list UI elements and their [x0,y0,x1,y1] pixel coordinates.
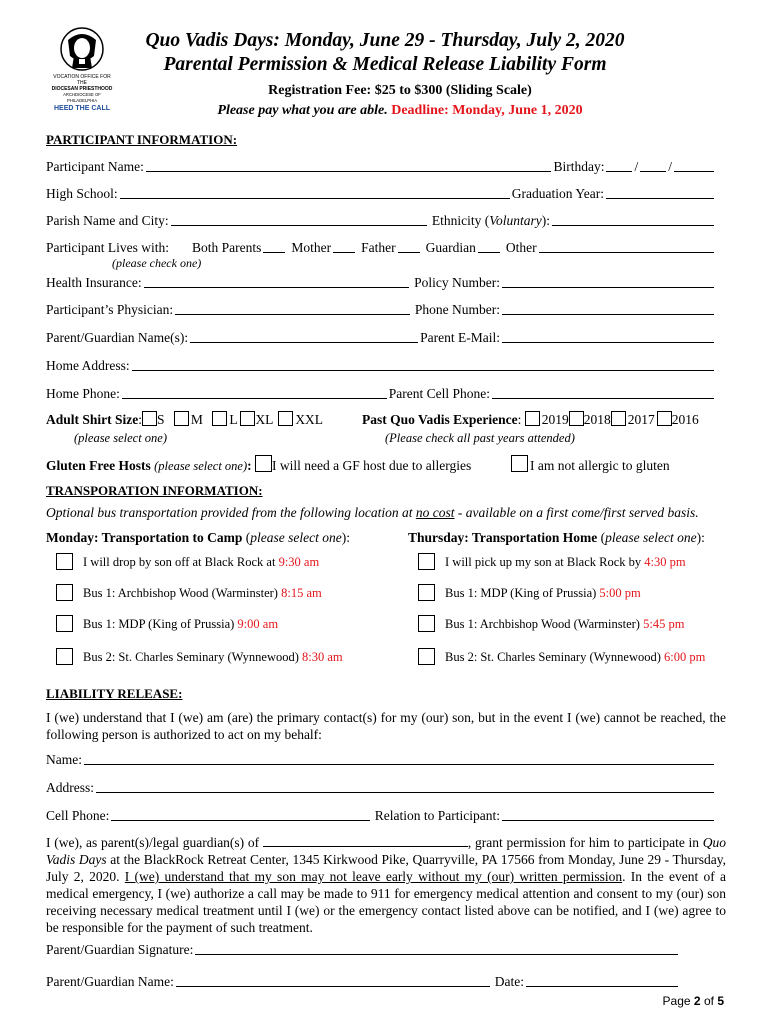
contact-address-field[interactable] [96,792,714,793]
parent-cell-field[interactable] [492,398,714,399]
logo-org-line1: VOCATION OFFICE FOR THE [53,74,111,86]
gluten-label: Gluten Free Hosts [46,458,151,473]
permission-paragraph: I (we), as parent(s)/legal guardian(s) of , grant permission for him to participate in Quo Vadis Days at the BlackRock Retreat Center, 1345 Kirkwood Pike, Quarryville, PA 17566 from Monday, June 29 - Thursday, July 2, 2020. I (we) understand that my son may not leave early without my (our) written permission. In the event of a medical emergency, I (we) authorize a call may be made to 911 for emergency medical attention and consent to my (our) son receiving necessary medical treatment until I (we) or the emergency contact listed above can be notified, and I (we) agree to be responsible for the payment of such treatment. [46,835,727,935]
logo-org-line2: DIOCESAN PRIESTHOOD [51,86,113,92]
home-address-row [46,356,716,374]
contact-cell-label: Cell Phone: [46,808,110,823]
logo-org-line3: ARCHDIOCESE OF PHILADELPHIA [63,92,101,103]
thursday-option-3-label: Bus 1: Archbishop Wood (Warminster) 5:45 pm [445,617,685,631]
date-label: Date: [494,974,524,989]
gluten-not-allergic-label: I am not allergic to gluten [530,458,670,473]
policy-number-field[interactable] [502,287,714,288]
physician-phone-label: Phone Number: [414,302,500,317]
contact-cell-field[interactable] [111,820,369,821]
parent-name-field[interactable] [176,986,490,987]
past-experience-colon: : [517,412,522,427]
guardian-name-label: Parent/Guardian Name(s): [46,330,189,345]
lives-mother-check[interactable] [333,252,355,253]
page-number: Page 2 of 5 [662,994,724,1008]
gluten-not-allergic-row [511,455,670,474]
shirt-size-label: Adult Shirt Size [46,412,139,427]
lives-both-parents-label: Both Parents [191,240,262,255]
parish-label: Parish Name and City: [46,213,169,228]
lives-father-label: Father [361,240,396,255]
shirt-xxl-label: XXL [295,412,324,427]
thursday-heading: Thursday: Transportation Home (please select one): [408,530,705,545]
lives-with-row [46,238,716,256]
registration-fee: Registration Fee: $25 to $300 (Sliding Scale) [268,83,532,98]
high-school-row [46,184,716,202]
physician-phone-field[interactable] [502,314,714,315]
thursday-option-4-checkbox[interactable] [418,648,435,665]
shirt-xxl-checkbox[interactable] [278,411,293,426]
high-school-field[interactable] [120,198,510,199]
lives-with-hint: (please check one) [112,256,202,270]
shirt-m-label: M [190,412,203,427]
participant-name-row: Participant Name: Birthday: / / [46,157,716,175]
graduation-year-label: Graduation Year: [511,186,604,201]
monday-option-1-checkbox[interactable] [56,553,73,570]
past-2017-label: 2017 [627,412,655,427]
lives-other-label: Other [505,240,537,255]
shirt-l-checkbox[interactable] [212,411,227,426]
monday-option-3-checkbox[interactable] [56,615,73,632]
logo-tagline: HEED THE CALL [54,105,110,112]
past-2018-checkbox[interactable] [569,411,584,426]
thursday-option-2-label: Bus 1: MDP (King of Prussia) 5:00 pm [445,586,641,600]
shirt-xl-label: XL [255,412,273,427]
physician-field[interactable] [175,314,410,315]
lives-guardian-label: Guardian [425,240,476,255]
past-experience-hint: (Please check all past years attended) [385,431,575,445]
parent-email-field[interactable] [502,342,714,343]
thursday-option-4-label: Bus 2: St. Charles Seminary (Wynnewood) 6:00 pm [445,650,706,664]
physician-label: Participant’s Physician: [46,302,174,317]
lives-other-field[interactable] [539,252,714,253]
parent-name-row [46,972,680,990]
monday-option-1-label: I will drop by son off at Black Rock at 9:30 am [83,555,320,569]
home-address-label: Home Address: [46,358,130,373]
past-2017-checkbox[interactable] [611,411,626,426]
liability-section-heading: LIABILITY RELEASE: [46,686,183,701]
participant-name-label: Participant Name: [46,159,144,174]
permission-son-name-field[interactable] [263,836,468,847]
lives-with-label: Participant Lives with: [46,240,169,255]
past-experience-label: Past Quo Vadis Experience [362,412,518,427]
lives-both-parents-check[interactable] [263,252,285,253]
parent-cell-label: Parent Cell Phone: [388,386,490,401]
contact-name-row [46,750,716,768]
deadline: Deadline: Monday, June 1, 2020 [391,103,583,118]
monday-option-3-label: Bus 1: MDP (King of Prussia) 9:00 am [83,617,279,631]
gluten-not-allergic-checkbox[interactable] [511,455,528,472]
parent-name-label: Parent/Guardian Name: [46,974,174,989]
pay-what-able: Please pay what you are able. [217,103,388,118]
form-title: Quo Vadis Days: Monday, June 29 - Thursday, July 2, 2020 [145,30,625,51]
policy-number-label: Policy Number: [414,275,500,290]
contact-address-label: Address: [46,780,94,795]
date-field[interactable] [526,986,678,987]
birthday-day-field[interactable] [640,171,666,172]
guardian-name-field[interactable] [190,342,418,343]
form-subtitle: Parental Permission & Medical Release Liability Form [163,54,607,75]
thursday-option-3-checkbox[interactable] [418,615,435,632]
thursday-option-2-checkbox[interactable] [418,584,435,601]
contact-address-row [46,778,716,796]
lives-guardian-check[interactable] [478,252,500,253]
thursday-option-1-label: I will pick up my son at Black Rock by 4:30 pm [445,555,686,569]
thursday-option-1-checkbox[interactable] [418,553,435,570]
ethnicity-field[interactable] [552,225,714,226]
monday-option-4-label: Bus 2: St. Charles Seminary (Wynnewood) 8:30 am [83,650,343,664]
shirt-size-hint: (please select one) [74,431,168,445]
gluten-need-label: I will need a GF host due to allergies [272,458,472,473]
past-2016-checkbox[interactable] [657,411,672,426]
shirt-s-checkbox[interactable] [142,411,157,426]
ethnicity-label: Ethnicity (Voluntary): [431,213,550,228]
monday-heading: Monday: Transportation to Camp (please select one): [46,530,350,545]
contact-name-field[interactable] [84,764,714,765]
birthday-label: Birthday: [553,159,605,174]
birthday-month-field[interactable] [606,171,632,172]
home-phone-field[interactable] [122,398,387,399]
monday-option-2-label: Bus 1: Archbishop Wood (Warminster) 8:15 am [83,586,322,600]
signature-row [46,940,680,958]
signature-field[interactable] [195,954,678,955]
signature-label: Parent/Guardian Signature: [46,942,194,957]
relation-field[interactable] [502,820,714,821]
gluten-need-checkbox[interactable] [255,455,272,472]
home-phone-label: Home Phone: [46,386,120,401]
liability-intro: I (we) understand that I (we) am (are) the primary contact(s) for my (our) son, but in the event I (we) cannot be reached, the following person is authorized to act on my behalf: [46,710,726,742]
shirt-xl-checkbox[interactable] [240,411,255,426]
insurance-row [46,273,716,291]
health-insurance-label: Health Insurance: [46,275,142,290]
contact-cell-row [46,806,716,824]
transport-note: Optional bus transportation provided from the following location at no cost - available on a first come/first served basis. [46,505,699,520]
health-insurance-field[interactable] [144,287,410,288]
guardian-row [46,328,716,346]
lives-mother-label: Mother [291,240,332,255]
shirt-s-label: S [157,412,165,427]
past-experience-row [362,411,699,428]
graduation-year-field[interactable] [606,198,714,199]
lives-father-check[interactable] [398,252,420,253]
shirt-size-row [46,411,323,428]
past-2019-label: 2019 [541,412,569,427]
contact-name-label: Name: [46,752,82,767]
shirt-l-label: L [229,412,238,427]
transport-section-heading: TRANSPORATION INFORMATION: [46,483,263,498]
monday-option-2-checkbox[interactable] [56,584,73,601]
relation-label: Relation to Participant: [374,808,500,823]
parent-email-label: Parent E-Mail: [420,330,500,345]
participant-section-heading: PARTICIPANT INFORMATION: [46,132,238,147]
past-2019-checkbox[interactable] [525,411,540,426]
parish-field[interactable] [171,225,427,226]
gluten-hint: (please select one) [154,459,248,473]
shirt-m-checkbox[interactable] [174,411,189,426]
parish-row [46,211,716,229]
home-address-field[interactable] [132,370,714,371]
shirt-size-colon: : [138,412,143,427]
participant-name-field[interactable] [146,171,552,172]
birthday-year-field[interactable] [674,171,714,172]
payment-line [15,103,770,119]
monday-option-4-checkbox[interactable] [56,648,73,665]
past-2016-label: 2016 [671,412,699,427]
high-school-label: High School: [46,186,118,201]
physician-row [46,300,716,318]
past-2018-label: 2018 [583,412,611,427]
home-phone-row [46,384,716,402]
gluten-row: Gluten Free Hosts (please select one): I will need a GF host due to allergies [46,455,471,474]
